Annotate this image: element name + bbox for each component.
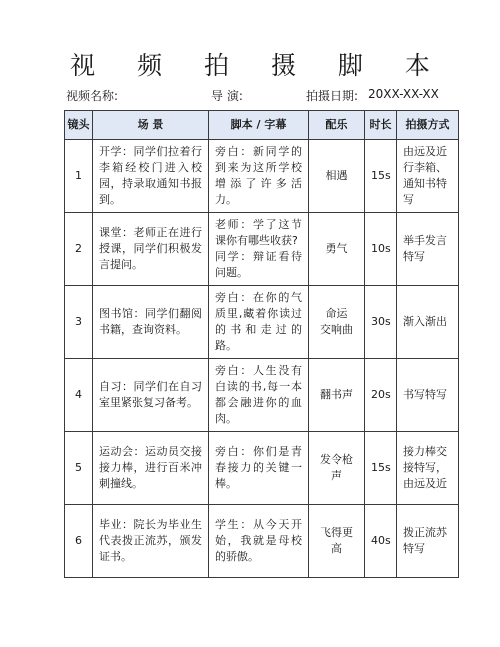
cell-script: 旁白：新同学的到来为这所学校增添了许多活力。 (209, 140, 309, 213)
cell-method: 举手发言特写 (397, 213, 459, 286)
table-row (65, 432, 459, 505)
director-label: 导 演: (211, 89, 243, 103)
cell-music: 发令枪声 (309, 432, 365, 505)
cell-music: 飞得更高 (309, 505, 365, 578)
video-name-label: 视频名称: (66, 89, 119, 103)
cell-method: 由远及近行李箱、通知书特写 (397, 140, 459, 213)
cell-shot: 2 (65, 213, 93, 286)
table-row (65, 359, 459, 432)
table-row (65, 286, 459, 359)
cell-script: 旁白：在你的气质里,藏着你读过的书和走过的路。 (209, 286, 309, 359)
cell-duration: 30s (365, 286, 397, 359)
script-table (64, 110, 459, 578)
cell-script: 旁白：你们是青春接力的关键一棒。 (209, 432, 309, 505)
cell-music: 命运 交响曲 (309, 286, 365, 359)
cell-method: 接力棒交接特写，由远及近 (397, 432, 459, 505)
cell-music: 相遇 (309, 140, 365, 213)
page-title: 视 频 拍 摄 脚 本 (70, 51, 447, 80)
cell-shot: 3 (65, 286, 93, 359)
meta-row (66, 87, 438, 103)
cell-shot: 1 (65, 140, 93, 213)
header-method: 拍摄方式 (397, 111, 459, 140)
cell-duration: 10s (365, 213, 397, 286)
header-shot: 镜头 (65, 111, 93, 140)
cell-scene: 课堂：老师正在进行授课，同学们积极发言提问。 (93, 213, 209, 286)
cell-duration: 20s (365, 359, 397, 432)
cell-method: 渐入渐出 (397, 286, 459, 359)
table-row (65, 140, 459, 213)
cell-scene: 开学：同学们拉着行李箱经校门进入校园，持录取通知书报到。 (93, 140, 209, 213)
header-duration: 时长 (365, 111, 397, 140)
cell-duration: 15s (365, 140, 397, 213)
cell-scene: 自习：同学们在自习室里紧张复习备考。 (93, 359, 209, 432)
table-header-row (65, 111, 459, 140)
cell-music: 勇气 (309, 213, 365, 286)
cell-shot: 6 (65, 505, 93, 578)
cell-scene: 毕业：院长为毕业生代表拨正流苏，颁发证书。 (93, 505, 209, 578)
cell-script: 旁白：人生没有白读的书,每一本都会融进你的血肉。 (209, 359, 309, 432)
header-script: 脚本 / 字幕 (209, 111, 309, 140)
table-row (65, 213, 459, 286)
cell-method: 拨正流苏特写 (397, 505, 459, 578)
cell-shot: 4 (65, 359, 93, 432)
cell-method: 书写特写 (397, 359, 459, 432)
date-value: 20XX-XX-XX (368, 87, 439, 101)
header-music: 配乐 (309, 111, 365, 140)
date-label: 拍摄日期: (306, 89, 359, 103)
cell-scene: 运动会：运动员交接接力棒，进行百米冲刺撞线。 (93, 432, 209, 505)
cell-scene: 图书馆：同学们翻阅书籍，查询资料。 (93, 286, 209, 359)
table-row (65, 505, 459, 578)
cell-shot: 5 (65, 432, 93, 505)
header-scene: 场 景 (93, 111, 209, 140)
cell-script: 老师：学了这节课你有哪些收获? 同学：辩证看待问题。 (209, 213, 309, 286)
cell-music: 翻书声 (309, 359, 365, 432)
cell-script: 学生：从今天开始，我就是母校的骄傲。 (209, 505, 309, 578)
cell-duration: 40s (365, 505, 397, 578)
cell-duration: 15s (365, 432, 397, 505)
